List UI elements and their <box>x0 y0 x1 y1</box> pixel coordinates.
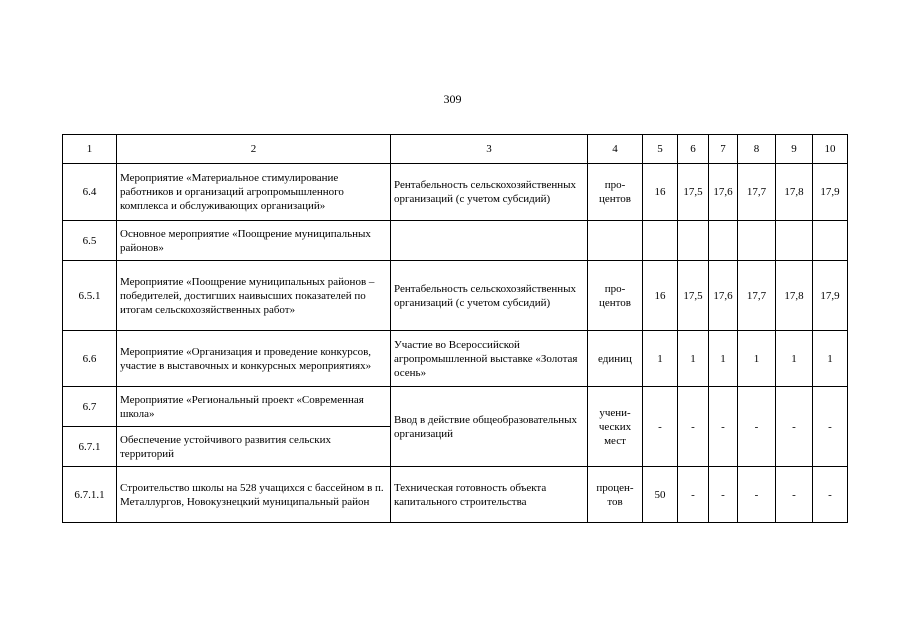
value-cell: 17,6 <box>709 261 738 331</box>
row-number: 6.7 <box>63 387 117 427</box>
indicator-cell: Участие во Всероссийской агропромышленной выставке «Золотая осень» <box>391 331 588 387</box>
unit-cell: про- центов <box>588 164 643 221</box>
value-cell: 17,9 <box>813 164 848 221</box>
event-cell: Мероприятие «Организация и проведение конкурсов, участие в выставочных и конкурсных мероприятиях» <box>117 331 391 387</box>
header-col-9: 9 <box>776 135 813 164</box>
event-cell: Строительство школы на 528 учащихся с бассейном в п. Металлургов, Новокузнецкий муниципальный район <box>117 467 391 523</box>
header-col-7: 7 <box>709 135 738 164</box>
table-row <box>63 467 848 523</box>
row-number: 6.7.1 <box>63 427 117 467</box>
indicator-cell: Рентабельность сельскохозяйственных организаций (с учетом субсидий) <box>391 261 588 331</box>
event-cell: Мероприятие «Региональный проект «Современная школа» <box>117 387 391 427</box>
value-cell: 17,7 <box>738 261 776 331</box>
value-cell: - <box>643 387 678 467</box>
indicator-cell: Рентабельность сельскохозяйственных организаций (с учетом субсидий) <box>391 164 588 221</box>
value-cell <box>709 221 738 261</box>
header-col-6: 6 <box>678 135 709 164</box>
value-cell: - <box>776 387 813 467</box>
table-header-row <box>63 135 848 164</box>
table-row <box>63 331 848 387</box>
value-cell: - <box>678 467 709 523</box>
value-cell: - <box>678 387 709 467</box>
row-number: 6.7.1.1 <box>63 467 117 523</box>
value-cell <box>813 221 848 261</box>
value-cell: 1 <box>643 331 678 387</box>
value-cell: - <box>813 467 848 523</box>
value-cell: 17,8 <box>776 261 813 331</box>
value-cell: 17,6 <box>709 164 738 221</box>
indicator-cell: Ввод в действие общеобразовательных организаций <box>391 387 588 467</box>
unit-cell: про- центов <box>588 261 643 331</box>
unit-cell <box>588 221 643 261</box>
header-col-5: 5 <box>643 135 678 164</box>
unit-cell: учени- ческих мест <box>588 387 643 467</box>
value-cell: 1 <box>709 331 738 387</box>
value-cell: 1 <box>776 331 813 387</box>
indicators-table <box>62 134 848 523</box>
row-number: 6.4 <box>63 164 117 221</box>
value-cell: - <box>738 387 776 467</box>
unit-cell: единиц <box>588 331 643 387</box>
header-col-1: 1 <box>63 135 117 164</box>
value-cell: - <box>776 467 813 523</box>
event-cell: Мероприятие «Материальное стимулирование работников и организаций агропромышленного комплекса и обслуживающих организаций» <box>117 164 391 221</box>
event-cell: Обеспечение устойчивого развития сельских территорий <box>117 427 391 467</box>
value-cell: 17,7 <box>738 164 776 221</box>
value-cell: 17,8 <box>776 164 813 221</box>
value-cell: 1 <box>813 331 848 387</box>
row-number: 6.5 <box>63 221 117 261</box>
value-cell: 50 <box>643 467 678 523</box>
value-cell <box>643 221 678 261</box>
value-cell <box>776 221 813 261</box>
value-cell: - <box>813 387 848 467</box>
unit-cell: процен- тов <box>588 467 643 523</box>
header-col-8: 8 <box>738 135 776 164</box>
indicator-cell <box>391 221 588 261</box>
value-cell: 17,5 <box>678 261 709 331</box>
header-col-2: 2 <box>117 135 391 164</box>
event-cell: Основное мероприятие «Поощрение муниципальных районов» <box>117 221 391 261</box>
table-row <box>63 261 848 331</box>
header-col-4: 4 <box>588 135 643 164</box>
value-cell <box>678 221 709 261</box>
value-cell: 16 <box>643 261 678 331</box>
value-cell: - <box>709 387 738 467</box>
page-number: 309 <box>443 92 462 106</box>
header-col-3: 3 <box>391 135 588 164</box>
row-number: 6.6 <box>63 331 117 387</box>
table-row <box>63 221 848 261</box>
header-col-10: 10 <box>813 135 848 164</box>
value-cell: 16 <box>643 164 678 221</box>
row-number: 6.5.1 <box>63 261 117 331</box>
table-row <box>63 164 848 221</box>
value-cell: 1 <box>738 331 776 387</box>
value-cell: - <box>709 467 738 523</box>
indicator-cell: Техническая готовность объекта капитального строительства <box>391 467 588 523</box>
value-cell: 17,5 <box>678 164 709 221</box>
event-cell: Мероприятие «Поощрение муниципальных районов – победителей, достигших наивысших показателей по итогам сельскохозяйственных работ» <box>117 261 391 331</box>
value-cell: 17,9 <box>813 261 848 331</box>
value-cell <box>738 221 776 261</box>
value-cell: 1 <box>678 331 709 387</box>
table-row <box>63 387 848 427</box>
value-cell: - <box>738 467 776 523</box>
